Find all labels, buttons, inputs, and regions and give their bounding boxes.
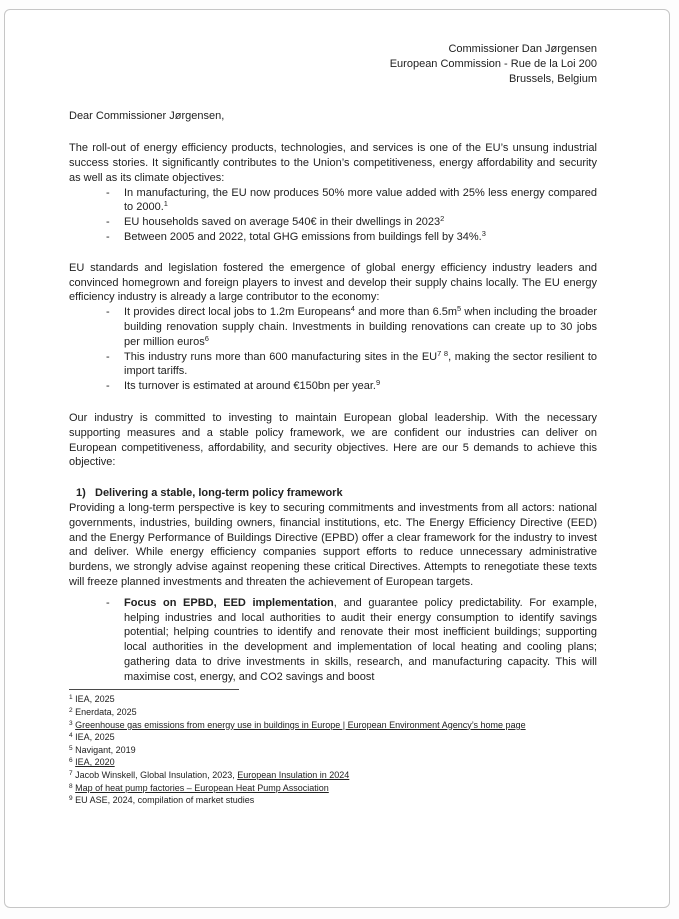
superscript-ref: 1 <box>163 199 168 209</box>
footnote-link[interactable]: IEA, 2020 <box>75 757 115 768</box>
footnotes-block <box>69 693 597 806</box>
bullet-dash: - <box>106 350 110 363</box>
bullet-dash: - <box>106 380 110 393</box>
footnote <box>69 769 597 782</box>
superscript-ref: 9 <box>375 378 381 388</box>
superscript-ref: 3 <box>69 719 73 727</box>
footnote <box>69 693 597 706</box>
bullet-text <box>124 216 444 228</box>
list-item <box>69 596 597 685</box>
recipient-line: Commissioner Dan Jørgensen <box>448 43 597 55</box>
text-run: This industry runs more than 600 manufacturing sites in the EU <box>124 350 438 363</box>
section-1-body: Providing a long-term perspective is key to securing commitments and investments from all actors: national governments, industries, building owners, financial institutions, etc. The Energy Efficiency Directive (EED) and the Energy Performance of Buildings Directive (EPBD) offer a clear framework for the industry to invest and deliver. While energy efficiency companies support efforts to reduce unnecessary administrative burdens, we strongly advise against reopening these critical Directives. Attempts to renegotiate these texts will freeze planned investments and threaten the achievement of European targets. <box>69 501 597 588</box>
bullet-text <box>124 228 486 243</box>
text-run: Jacob Winskell, Global Insulation, 2023, <box>72 770 238 781</box>
paragraph-intro: The roll-out of energy efficiency products, technologies, and services is one of the EU’s unsung industrial success stories. It significantly contributes to the Union’s competitiveness, energy affordability and security as well as its climate objectives: <box>69 142 597 184</box>
superscript-ref: 2 <box>69 707 73 715</box>
superscript-ref: 2 <box>440 214 445 224</box>
superscript-ref: 7 <box>69 770 73 778</box>
list-item <box>69 305 597 349</box>
bullet-list-economy <box>69 305 597 394</box>
superscript-ref: 6 <box>204 333 209 343</box>
footnote <box>69 719 597 732</box>
text-run: EU households saved on average 540€ in their dwellings in 2023 <box>124 216 441 229</box>
superscript-ref: 7 8 <box>437 348 449 358</box>
superscript-ref: 5 <box>69 744 73 752</box>
superscript-ref: 9 <box>69 795 73 803</box>
footnote <box>69 782 597 795</box>
section-number: 1) <box>76 487 86 500</box>
superscript-ref: 4 <box>69 732 73 740</box>
letter-page <box>4 9 670 908</box>
text-run: , making the sector resilient to import tariffs. <box>124 350 597 378</box>
superscript-ref: 1 <box>69 694 73 702</box>
text-run: It provides direct local jobs to 1.2m Europeans <box>124 306 351 319</box>
bullet-dash: - <box>106 596 110 609</box>
bullet-text <box>124 187 597 214</box>
bullet-text <box>124 348 597 378</box>
list-item <box>69 350 597 380</box>
bullet-dash: - <box>106 216 110 229</box>
text-run: when including the broader building renovation supply chain. Investments in building renovations can create up to 30 jobs per million euros <box>124 306 597 348</box>
paragraph-industry: EU standards and legislation fostered the emergence of global energy efficiency industry leaders and convinced homegrown and foreign players to invest and develop their supply chains locally. The EU energy efficiency industry is already a large contributor to the economy: <box>69 261 597 304</box>
text-run: Navigant, 2019 <box>72 744 136 755</box>
superscript-ref: 5 <box>457 304 462 314</box>
text-run: Its turnover is estimated at around €150bn per year. <box>124 380 376 393</box>
text-run: In manufacturing, the EU now produces 50% more value added with 25% less energy compared to 2000. <box>124 186 597 214</box>
list-item <box>69 379 597 394</box>
text-run: EU ASE, 2024, compilation of market studies <box>72 795 255 806</box>
section-title: Delivering a stable, long-term policy framework <box>95 487 343 500</box>
bullet-text <box>124 306 597 348</box>
superscript-ref: 6 <box>69 757 73 765</box>
footnote <box>69 744 597 757</box>
footnote <box>69 756 597 769</box>
bullet-list-benefits <box>69 186 597 245</box>
superscript-ref: 8 <box>69 782 73 790</box>
recipient-line: European Commission - Rue de la Loi 200 <box>389 57 597 70</box>
footnote-link[interactable]: Map of heat pump factories – European Heat Pump Association <box>75 782 329 793</box>
list-item <box>69 230 597 245</box>
section-1-heading <box>69 486 597 501</box>
bullet-text <box>124 380 380 392</box>
footnote-link[interactable]: Greenhouse gas emissions from energy use in buildings in Europe | European Environment Agency’s home page <box>75 719 526 730</box>
text-run: Enerdata, 2025 <box>72 707 137 718</box>
text-run: Between 2005 and 2022, total GHG emissions from buildings fell by 34%. <box>124 230 482 243</box>
footnote <box>69 794 597 807</box>
footnote-link[interactable]: European Insulation in 2024 <box>237 770 350 781</box>
recipient-block <box>69 42 597 86</box>
text-run: and more than 6.5m <box>354 306 458 319</box>
footnote-separator <box>69 689 239 690</box>
text-run: IEA, 2025 <box>72 732 115 743</box>
bullet-dash: - <box>106 306 110 319</box>
bullet-dash: - <box>106 186 110 199</box>
list-item <box>69 215 597 230</box>
footnote <box>69 731 597 744</box>
list-item <box>69 186 597 216</box>
footnote <box>69 706 597 719</box>
superscript-ref: 3 <box>481 228 486 238</box>
text-run: IEA, 2025 <box>72 694 115 705</box>
recipient-line: Brussels, Belgium <box>508 72 597 85</box>
salutation: Dear Commissioner Jørgensen, <box>69 110 225 123</box>
paragraph-commitment: Our industry is committed to investing to maintain European global leadership. With the necessary supporting measures and a stable policy framework, we are confident our industries can deliver on European competitiveness, affordability, and security objectives. Here are our 5 demands to achieve this objective: <box>69 411 597 469</box>
text-run: , and guarantee policy predictability. For example, helping industries and local authorities to audit their energy consumption to identify savings potential; helping countries to identify and renovate their most inefficient buildings; supporting local authorities in the development and implementation of local heating and cooling plans; gathering data to drive investments in skills, research, and manufacturing capacity. This will maximise cost, energy, and CO2 savings and boost <box>124 596 597 683</box>
text-run: Focus on EPBD, EED implementation <box>124 596 334 609</box>
bullet-dash: - <box>106 230 110 243</box>
superscript-ref: 4 <box>350 304 355 314</box>
bullet-text <box>124 597 597 683</box>
